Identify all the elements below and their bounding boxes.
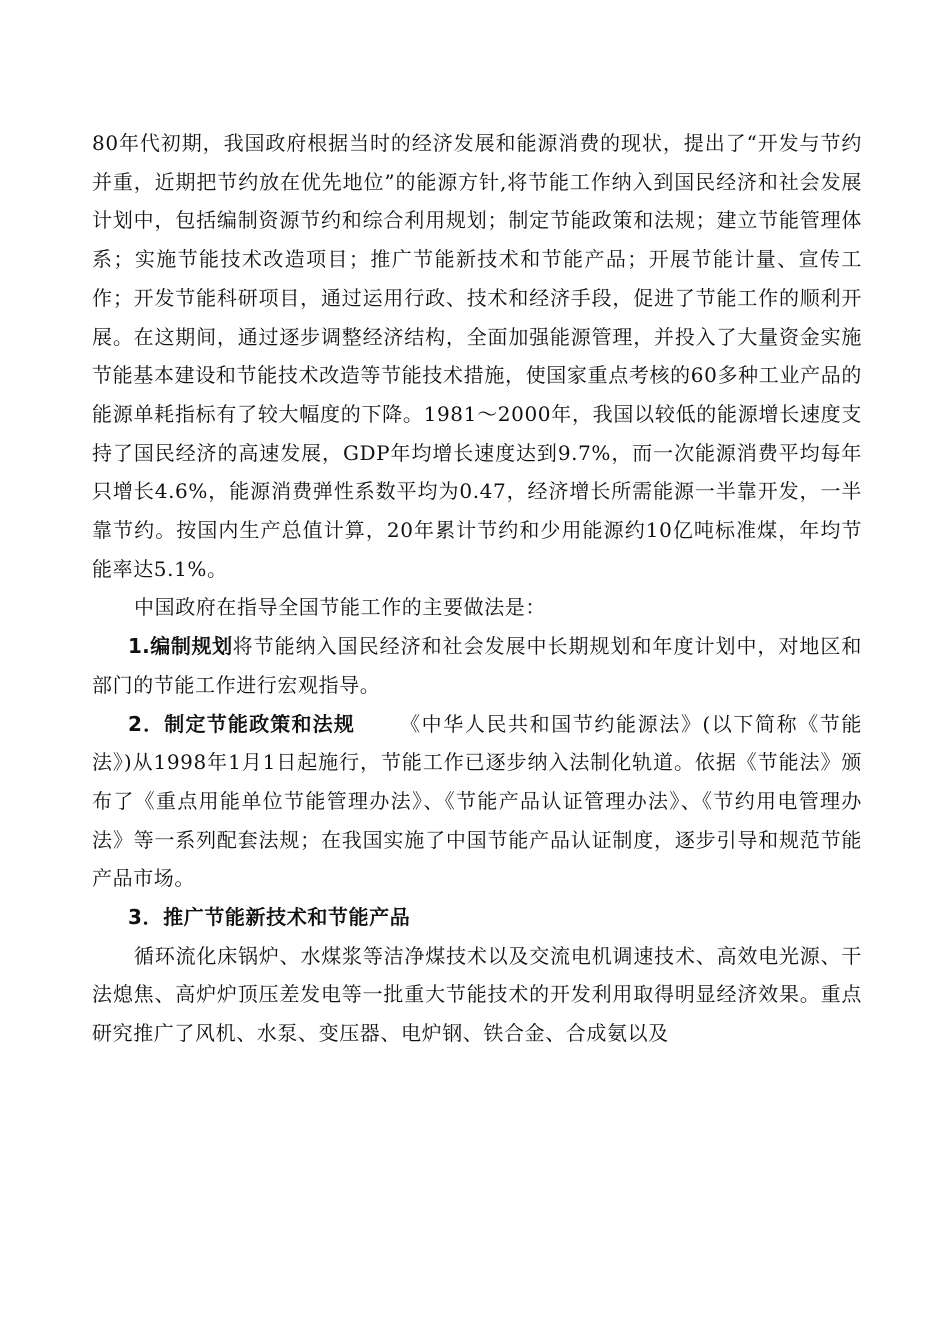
methods-intro-paragraph: 中国政府在指导全国节能工作的主要做法是：	[134, 595, 546, 620]
item-1-paragraph	[92, 627, 862, 704]
item-2-lead: 2．制定节能政策和法规	[128, 711, 356, 736]
item-1-text: 将节能纳入国民经济和社会发展中长期规划和年度计划中，对地区和部门的节能工作进行宏观指导。	[92, 634, 862, 697]
document-body	[92, 124, 862, 1053]
item-1-lead: 1.编制规划	[128, 634, 233, 659]
item-2-text: 《中华人民共和国节约能源法》(以下简称《节能法》)从1998年1月1日起施行，节能工作已逐步纳入法制化轨道。依据《节能法》颁布了《重点用能单位节能管理办法》、《节能产品认证管理办法》、《节约用电管理办法》等一系列配套法规；在我国实施了中国节能产品认证制度，逐步引导和规范节能产品市场。	[92, 711, 862, 891]
intro-paragraph: 80年代初期，我国政府根据当时的经济发展和能源消费的现状，提出了“开发与节约并重，近期把节约放在优先地位”的能源方针,将节能工作纳入到国民经济和社会发展计划中，包括编制资源节约和综合利用规划；制定节能政策和法规；建立节能管理体系；实施节能技术改造项目；推广节能新技术和节能产品；开展节能计量、宣传工作；开发节能科研项目，通过运用行政、技术和经济手段，促进了节能工作的顺利开展。在这期间，通过逐步调整经济结构，全面加强能源管理，并投入了大量资金实施节能基本建设和节能技术改造等节能技术措施，使国家重点考核的60多种工业产品的能源单耗指标有了较大幅度的下降。1981～2000年，我国以较低的能源增长速度支持了国民经济的高速发展，GDP年均增长速度达到9.7%，而一次能源消费平均每年只增长4.6%，能源消费弹性系数平均为0.47，经济增长所需能源一半靠开发，一半靠节约。按国内生产总值计算，20年累计节约和少用能源约10亿吨标准煤，年均节能率达5.1%。	[92, 131, 862, 581]
item-3-heading: 3．推广节能新技术和节能产品	[128, 905, 411, 930]
item-3-paragraph: 循环流化床锅炉、水煤浆等洁净煤技术以及交流电机调速技术、高效电光源、干法熄焦、高炉炉顶压差发电等一批重大节能技术的开发利用取得明显经济效果。重点研究推广了风机、水泵、变压器、电炉钢、铁合金、合成氨以及	[92, 943, 862, 1046]
item-2-paragraph	[92, 705, 862, 899]
